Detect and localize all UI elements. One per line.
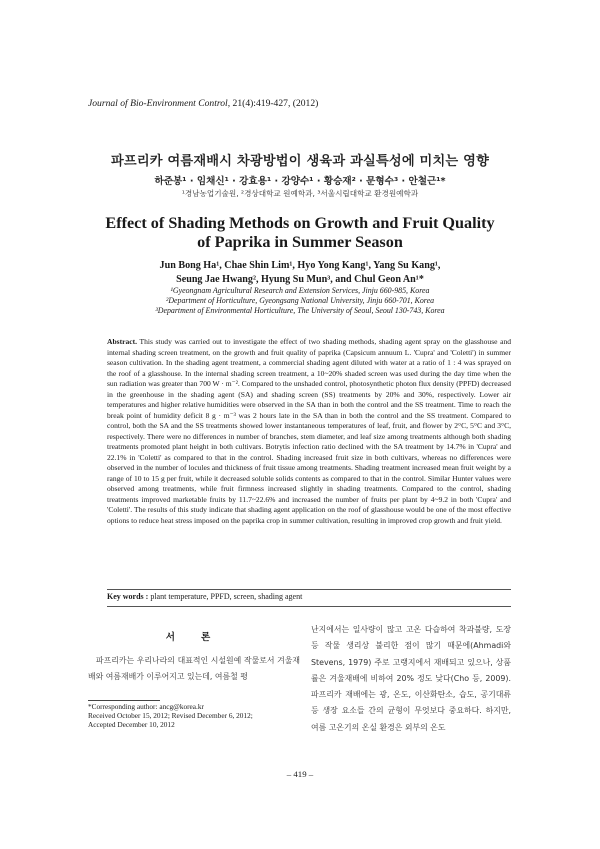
intro-left-text: 파프리카는 우리나라의 대표적인 시설원예 작물로서 겨울재배와 여름재배가 이루어지고 있는데, 여름철 평 [88, 656, 300, 682]
intro-heading: 서론 [165, 632, 237, 643]
journal-volume: 21(4):419-427, (2012) [232, 98, 319, 109]
intro-left-column [88, 653, 300, 686]
intro-right-text: 난지에서는 일사량이 많고 고온 다습하여 착과불량, 도장 등 작물 생리상 불리한 점이 많기 때문에(Ahmadi와 Stevens, 1979) 주로 고랭지에서 재배되고 있으나, 상품률은 겨울재배에 비하여 20% 정도 낮다(Cho 등, 2009). 파프리카 재배에는 광, 온도, 이산화탄소, 습도, 공기대류 등 생장 요소들 간의 균형이 무엇보다 중요하다. 하지만, 여름 고온기의 온실 환경은 외부의 온도 [311, 625, 511, 732]
english-title-line1: Effect of Shading Methods on Growth and Fruit Quality [105, 214, 495, 232]
journal-name: Journal of Bio-Environment Control, [88, 98, 231, 109]
received-dates: Received October 15, 2012; Revised December 6, 2012; [88, 710, 253, 720]
accepted-date: Accepted December 10, 2012 [88, 719, 175, 729]
keywords [107, 592, 511, 601]
keywords-label: Key words : [107, 592, 149, 601]
abstract-label: Abstract. [107, 337, 137, 346]
page-number: – 419 – [286, 769, 314, 779]
english-title-line2: of Paprika in Summer Season [197, 233, 403, 251]
keywords-top-rule [107, 589, 511, 590]
affiliation-3: ³Department of Environmental Horticulture, The University of Seoul, Seoul 130-743, Korea [155, 306, 445, 316]
english-authors-line2: Seung Jae Hwang², Hyung Su Mun³, and Chul Geon An¹* [176, 273, 424, 285]
korean-affiliations: ¹경남농업기술원, ²경상대학교 원예학과, ³서울시립대학교 환경원예학과 [181, 189, 419, 198]
abstract [107, 337, 511, 526]
korean-title: 파프리카 여름재배시 차광방법이 생육과 과실특성에 미치는 영향 [110, 154, 490, 169]
journal-citation [88, 98, 518, 109]
abstract-text: This study was carried out to investigate the effect of two shading methods, shading agent spray on the glasshouse and internal shading screen treatment, on the growth and fruit quality of paprika (Capsicum annuum L. 'Cupra' and 'Coletti') in summer season cultivation. In the shading agent treatment, a commercial shading agent diluted with water at a ratio of 1 : 4 was sprayed on the roof of a glasshouse. In the internal shading screen treatment, a 10~20% shaded screen was used during the day time when the sun radiation was greater than 700 W · m⁻². Compared to the unshaded control, photosynthetic photon flux density (PPFD) decreased in the greenhouse in the shading agent (SA) and shading screen (SS) treatments by 20% and 30%, respectively. Lower air temperatures and higher relative humidities were observed in the SA than in both the control and the SS treatment. Time to reach the break point of humidity deficit 8 g · m⁻³ was 2 hours late in the SA than in both the control and the SS treatment. Compared to control, both the SA and the SS treatments showed lower instantaneous temperatures of leaf, fruit, and flower by 2°C, 5°C and 3°C, respectively. There were no differences in number of branches, stem diameter, and leaf size among treatments although both shading treatments promoted plant height in both cultivars. Botrytis infection ratio declined with the SA treatment by 14.7% in 'Cupra' and 22.1% in 'Coletti' as compared to that in the control. Shading increased fruit size in both cultivars, whereas no differences were observed in the number of locules and thickness of fruit tissue among treatments. Shading treatment increased mean fruit weight by a range of 10 to 15 g per fruit, while it decreased soluble solids contents as compared to that in the control. Similar Hunter values were observed among treatments, while fruit firmness increased slightly in shading treatments. Compared to the control, shading treatments improved marketable fruits by 11.7~22.6% and increased the number of fruits per plant by 4~9.2 in both 'Cupra' and 'Coletti'. The results of this study indicate that shading agent application on the roof of glasshouse would be one of the most effective options to reduce heat stress imposed on the paprika crop in summer cultivation, resulting in improved crop growth and fruit yield. [107, 337, 511, 525]
english-authors [60, 259, 540, 286]
english-authors-line1: Jun Bong Ha¹, Chae Shin Lim¹, Hyo Yong Kang¹, Yang Su Kang¹, [159, 260, 441, 271]
korean-authors: 하준봉¹ · 임채신¹ · 강효용¹ · 강양수¹ · 황승재² · 문형수³ · 안철근¹* [154, 176, 446, 187]
keywords-bottom-rule [107, 606, 511, 607]
intro-right-column [311, 622, 511, 736]
english-affiliations [60, 286, 540, 317]
english-title [60, 214, 540, 252]
affiliation-1: ¹Gyeongnam Agricultural Research and Extension Services, Jinju 660-985, Korea [170, 286, 430, 295]
footnote [88, 703, 303, 730]
keywords-text: plant temperature, PPFD, screen, shading agent [150, 592, 303, 601]
footnote-rule [88, 700, 160, 701]
corresponding-author: *Corresponding author: ancg@korea.kr [88, 702, 204, 711]
affiliation-2: ²Department of Horticulture, Gyeongsang National University, Jinju 660-701, Korea [165, 296, 435, 306]
